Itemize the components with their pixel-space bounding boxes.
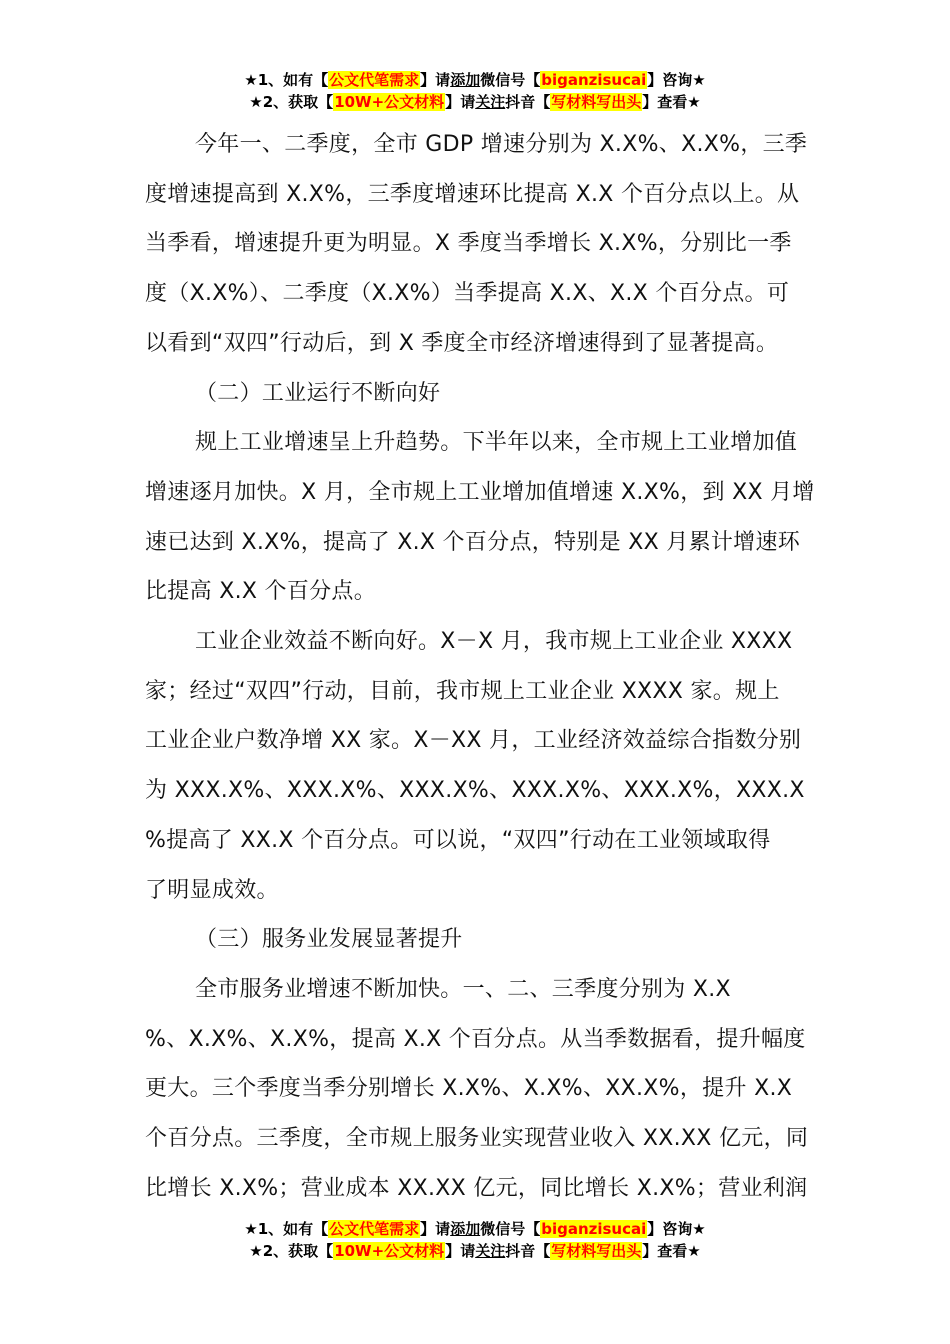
text-line: 工业企业效益不断向好。X－X 月，我市规上工业企业 XXXX — [195, 629, 793, 655]
paragraph-gdp-growth — [145, 120, 808, 369]
banner-line-2 — [0, 1240, 950, 1262]
text-line: 速已达到 X.X%，提高了 X.X 个百分点，特别是 XX 月累计增速环 — [145, 529, 801, 555]
banner-line-1-mid2: 微信号【 — [480, 71, 541, 89]
banner-line-1 — [0, 1218, 950, 1240]
text-line: %、X.X%、X.X%，提高 X.X 个百分点。从当季数据看，提升幅度 — [145, 1026, 806, 1052]
text-line: 更大。三个季度当季分别增长 X.X%、X.X%、XX.X%，提升 X.X — [145, 1076, 793, 1102]
text-line: 家；经过“双四”行动，目前，我市规上工业企业 XXXX 家。规上 — [145, 678, 780, 704]
section-heading-services — [145, 915, 805, 965]
paragraph-industry-growth — [145, 418, 815, 617]
banner-line-1-underline: 添加 — [450, 1220, 481, 1238]
text-line: 全市服务业增速不断加快。一、二、三季度分别为 X.X — [195, 976, 731, 1002]
paragraph-industry-benefit — [145, 617, 805, 915]
text-line: 以看到“双四”行动后，到 X 季度全市经济增速得到了显著提高。 — [145, 330, 779, 356]
text-line: 今年一、二季度，全市 GDP 增速分别为 X.X%、X.X%，三季 — [195, 132, 808, 157]
banner-line-1-prefix: ★1、如有【 — [244, 71, 329, 89]
banner-line-2-highlight-materials: 10W+公文材料 — [334, 1242, 445, 1260]
banner-line-1 — [0, 69, 950, 91]
banner-line-1-suffix: 】咨询★ — [647, 1220, 706, 1238]
banner-line-1-wechat-id: biganzisucai — [541, 1220, 647, 1238]
banner-line-2-underline: 关注 — [475, 93, 506, 111]
text-line: 度增速提高到 X.X%，三季度增速环比提高 X.X 个百分点以上。从 — [145, 181, 800, 207]
banner-line-2-prefix: ★2、获取【 — [249, 93, 334, 111]
text-line: 增速逐月加快。X 月，全市规上工业增加值增速 X.X%，到 XX 月增 — [145, 479, 815, 505]
header-banner — [0, 69, 950, 113]
heading-text: （二）工业运行不断向好 — [195, 380, 441, 406]
banner-line-1-mid: 】请 — [420, 1220, 451, 1238]
banner-line-2-prefix: ★2、获取【 — [249, 1242, 334, 1260]
text-line: 规上工业增速呈上升趋势。下半年以来，全市规上工业增加值 — [195, 430, 798, 456]
document-body — [145, 120, 815, 1213]
banner-line-1-underline: 添加 — [450, 71, 481, 89]
text-line: 比增长 X.X%；营业成本 XX.XX 亿元，同比增长 X.X%；营业利润 — [145, 1175, 808, 1201]
text-line: 为 XXX.X%、XXX.X%、XXX.X%、XXX.X%、XXX.X%，XXX.X — [145, 778, 805, 804]
banner-line-2-underline: 关注 — [475, 1242, 506, 1260]
text-line: 比提高 X.X 个百分点。 — [145, 579, 377, 605]
text-line: 了明显成效。 — [145, 877, 279, 903]
banner-line-1-mid2: 微信号【 — [480, 1220, 541, 1238]
text-line: 个百分点。三季度，全市规上服务业实现营业收入 XX.XX 亿元，同 — [145, 1126, 809, 1152]
banner-line-2-suffix: 】查看★ — [642, 93, 701, 111]
banner-line-2-suffix: 】查看★ — [642, 1242, 701, 1260]
banner-line-1-prefix: ★1、如有【 — [244, 1220, 329, 1238]
banner-line-2-mid2: 抖音【 — [505, 1242, 551, 1260]
banner-line-1-mid: 】请 — [420, 71, 451, 89]
footer-banner — [0, 1218, 950, 1262]
section-heading-industry — [145, 369, 805, 419]
text-line: %提高了 XX.X 个百分点。可以说，“双四”行动在工业领域取得 — [145, 827, 771, 853]
banner-line-2-mid: 】请 — [445, 93, 476, 111]
banner-line-1-suffix: 】咨询★ — [647, 71, 706, 89]
banner-line-1-wechat-id: biganzisucai — [541, 71, 647, 89]
banner-line-2-douyin-id: 写材料写出头 — [551, 1242, 642, 1260]
paragraph-services-growth — [145, 965, 809, 1214]
banner-line-2-highlight-materials: 10W+公文材料 — [334, 93, 445, 111]
text-line: 当季看，增速提升更为明显。X 季度当季增长 X.X%，分别比一季 — [145, 231, 792, 257]
banner-line-1-highlight-service: 公文代笔需求 — [329, 1220, 420, 1238]
heading-text: （三）服务业发展显著提升 — [195, 927, 463, 953]
banner-line-2-mid2: 抖音【 — [505, 93, 551, 111]
banner-line-2-douyin-id: 写材料写出头 — [551, 93, 642, 111]
text-line: 度（X.X%）、二季度（X.X%）当季提高 X.X、X.X 个百分点。可 — [145, 281, 790, 307]
banner-line-1-highlight-service: 公文代笔需求 — [329, 71, 420, 89]
text-line: 工业企业户数净增 XX 家。X－XX 月，工业经济效益综合指数分别 — [145, 728, 802, 754]
banner-line-2 — [0, 91, 950, 113]
banner-line-2-mid: 】请 — [445, 1242, 476, 1260]
